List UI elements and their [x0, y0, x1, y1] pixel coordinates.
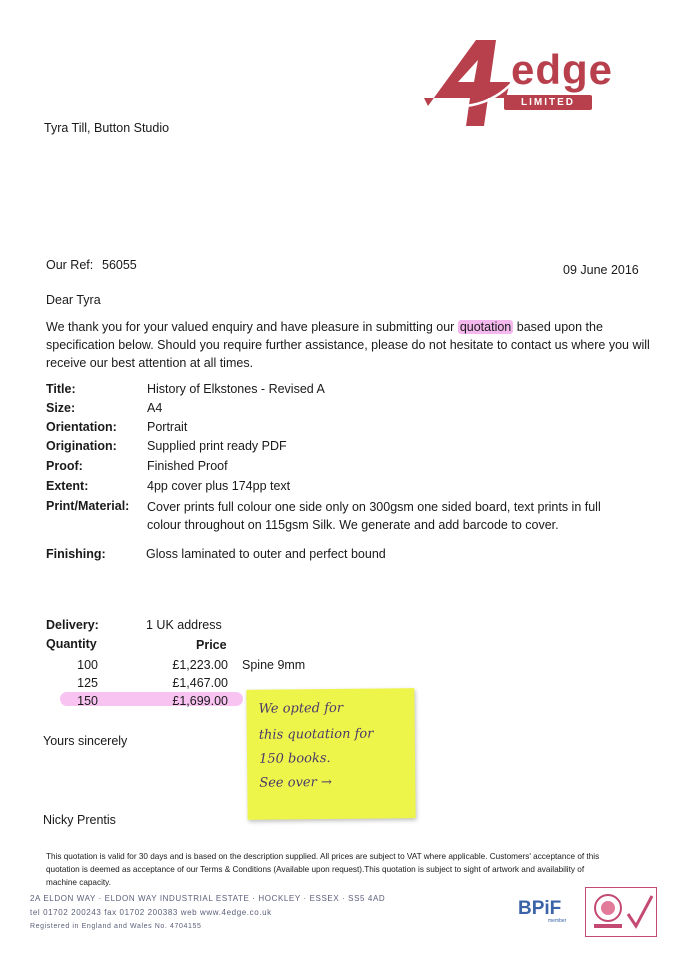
spec-label-title: Title: [46, 382, 76, 396]
logo-tagline: LIMITED [504, 95, 592, 110]
price-row-price: £1,223.00 [172, 658, 228, 672]
footer-address: 2A ELDON WAY · ELDON WAY INDUSTRIAL ESTATE · HOCKLEY · ESSEX · SS5 4AD [30, 894, 386, 903]
bpif-logo: BPiF [518, 898, 562, 919]
spec-value-proof: Finished Proof [147, 459, 228, 473]
spec-label-delivery: Delivery: [46, 618, 99, 632]
certification-badge [585, 887, 657, 937]
spec-value-extent: 4pp cover plus 174pp text [147, 479, 291, 493]
sticky-note-line: We opted for [258, 700, 344, 717]
footer-contact: tel 01702 200243 fax 01702 200383 web www.4edge.co.uk [30, 908, 272, 917]
closing: Yours sincerely [43, 734, 128, 748]
spec-value-print-material: Cover prints full colour one side only on 300gsm one sided board, text prints in full colour throughout on 115gsm Silk. We generate and add barcode to cover. [147, 500, 601, 532]
spec-value-finishing: Gloss laminated to outer and perfect bound [146, 547, 386, 561]
spec-label-finishing: Finishing: [46, 547, 106, 561]
price-row-qty: 150 [77, 694, 98, 708]
quantity-header: Quantity [46, 637, 97, 651]
letter-date: 09 June 2016 [563, 263, 639, 277]
ref-value: 56055 [102, 258, 137, 272]
intro-after: based upon the specification below. Should you require further assistance, please do not hesitate to contact us where you will receive our best attention at all times. [46, 320, 650, 370]
disclaimer: This quotation is valid for 30 days and is based on the description supplied. All prices are subject to VAT where applicable. Customers' acceptance of this quotation is deemed as acceptance of our Terms & Conditions (Available upon request).This quotation is subject to sight of artwork and availability of machine capacity. [46, 852, 600, 887]
price-row-qty: 100 [77, 658, 98, 672]
intro-paragraph [46, 318, 656, 372]
spec-value-size: A4 [147, 401, 163, 415]
price-row-note: Spine 9mm [242, 658, 306, 672]
spec-label-print-material: Print/Material: [46, 499, 130, 513]
price-row-qty: 125 [77, 676, 98, 690]
price-header: Price [196, 638, 227, 652]
spec-value-origination: Supplied print ready PDF [147, 439, 287, 453]
spec-value-delivery: 1 UK address [146, 618, 222, 632]
bpif-member-label: member [548, 918, 567, 924]
certification-check-icon [586, 888, 656, 936]
intro-before: We thank you for your valued enquiry and have pleasure in submitting our [46, 320, 455, 334]
price-row-price: £1,699.00 [172, 694, 228, 708]
sticky-note-line: 150 books. [258, 751, 331, 767]
spec-label-proof: Proof: [46, 459, 83, 473]
sticky-note-line: See over → [259, 774, 332, 791]
spec-value-title: History of Elkstones - Revised A [147, 382, 325, 396]
logo-word: edge [511, 46, 614, 93]
recipient: Tyra Till, Button Studio [44, 121, 170, 135]
spec-label-orientation: Orientation: [46, 420, 117, 434]
intro-highlight: quotation [459, 320, 512, 334]
signatory: Nicky Prentis [43, 813, 116, 827]
spec-label-extent: Extent: [46, 479, 89, 493]
footer-registered: Registered in England and Wales No. 4704155 [30, 923, 202, 930]
salutation: Dear Tyra [46, 293, 101, 307]
spec-label-size: Size: [46, 401, 76, 415]
spec-label-origination: Origination: [46, 439, 117, 453]
ref-label: Our Ref: [46, 258, 94, 272]
price-row-price: £1,467.00 [172, 676, 228, 690]
sticky-note [246, 688, 415, 820]
sticky-note-line: this quotation for [258, 726, 374, 743]
spec-value-orientation: Portrait [147, 420, 188, 434]
